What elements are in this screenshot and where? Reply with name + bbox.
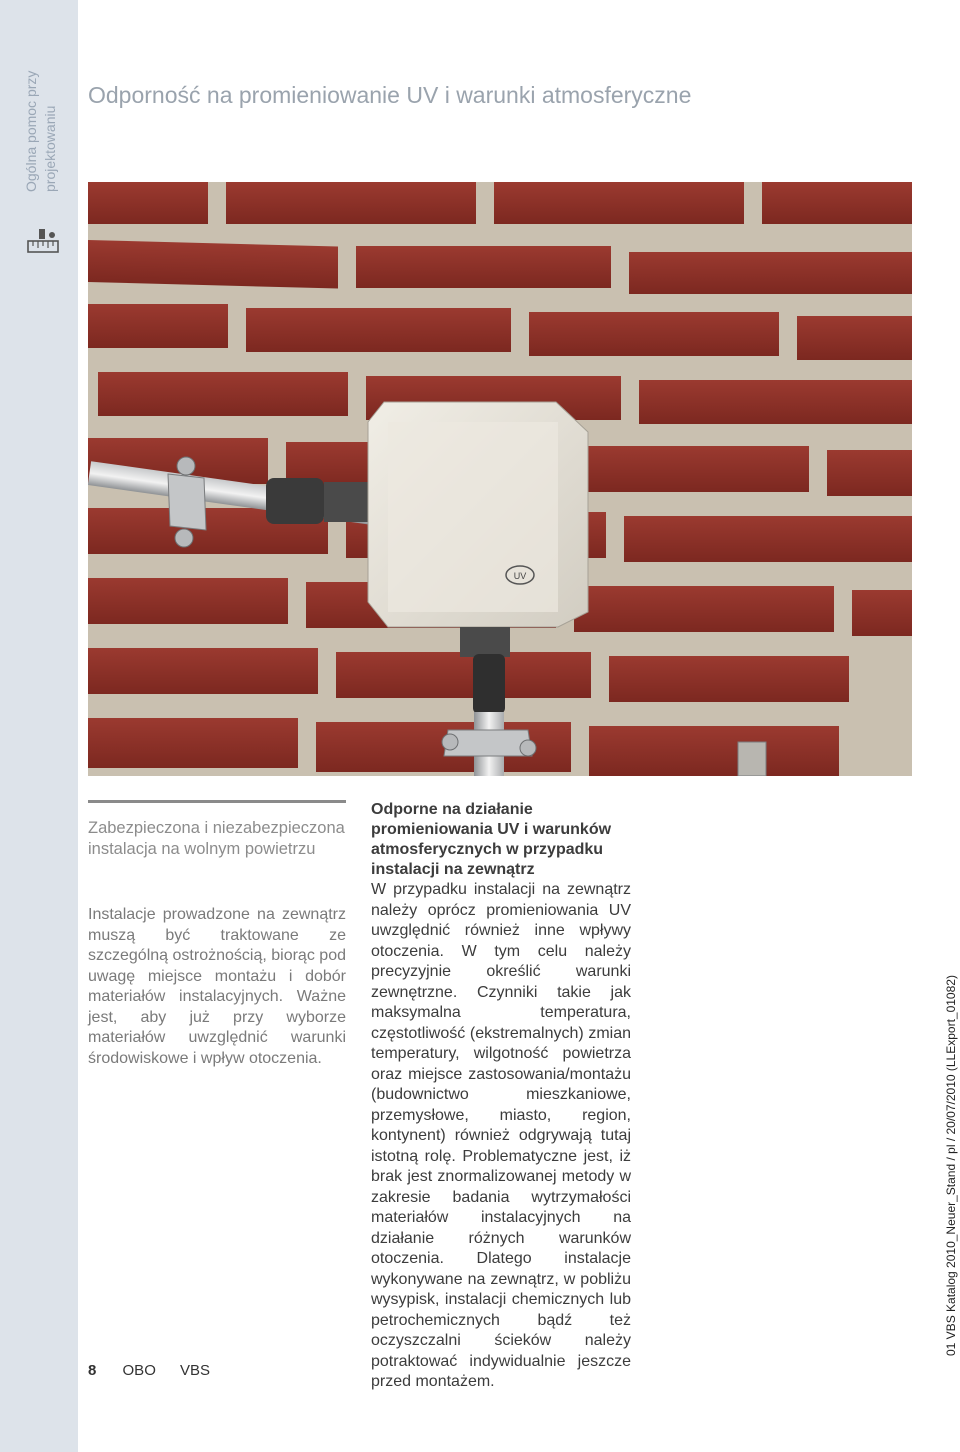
sidebar-label-line2: projektowaniu	[42, 105, 58, 192]
sidebar	[0, 0, 78, 1452]
uv-mark: UV	[513, 571, 527, 581]
side-column-body: Instalacje prowadzone na zewnątrz muszą być traktowane ze szczególną ostrożnością, biorąc pod uwagę miejsce montażu i dobór materiałów instalacyjnych. Ważne jest, aby już przy wyborze materiałów uwzględnić warunki środowiskowe i wpływ otoczenia.	[88, 906, 346, 1067]
main-column	[371, 800, 631, 1393]
column-divider	[88, 800, 346, 803]
side-column-heading: Zabezpieczona i niezabezpieczona instalacja na wolnym powietrzu	[88, 819, 345, 858]
main-column-body: W przypadku instalacji na zewnątrz należy oprócz promieniowania UV uwzględnić również inne wpływy otoczenia. W tym celu należy precyzyjnie określić warunki zewnętrzne. Czynniki takie jak maksymalna temperatura, częstotliwość (ekstremalnych) zmian temperatury, wilgotność powietrza oraz miejsce zastosowania/montażu (budownictwo mieszkaniowe, przemysłowe, miasto, region, kontynent) również odgrywają tutaj istotną rolę. Problematyczne jest, iż brak jest znormalizowanej metody w zakresie badania wytrzymałości materiałów instalacyjnych na działanie różnych warunków otoczenia. Dlatego instalacje wykonywane na zewnątrz, w pobliżu wysypisk, instalacji chemicznych lub petrochemicznych bądź też oczyszczalni ścieków należy potraktować indywidualnie jeszcze przed montażem.	[371, 881, 631, 1390]
footer	[88, 1362, 210, 1379]
page-title: Odporność na promieniowanie UV i warunki atmosferyczne	[88, 82, 692, 108]
brick-wall-photo	[88, 182, 912, 776]
footer-brand: OBO	[122, 1362, 156, 1379]
photo-junction-box-on-brick-wall	[88, 182, 912, 776]
main-column-heading: Odporne na działanie promieniowania UV i warunków atmosferycznych w przypadku instalacji na zewnątrz	[371, 801, 612, 878]
sidebar-label-line1: Ogólna pomoc przy	[23, 70, 39, 192]
page-number: 8	[88, 1362, 97, 1379]
ruler-tools-icon	[27, 228, 59, 254]
footer-product: VBS	[180, 1362, 211, 1379]
vertical-reference-text: 01 VBS Katalog 2010_Neuer_Stand / pl / 20/07/2010 (LLExport_01082)	[944, 975, 958, 1356]
